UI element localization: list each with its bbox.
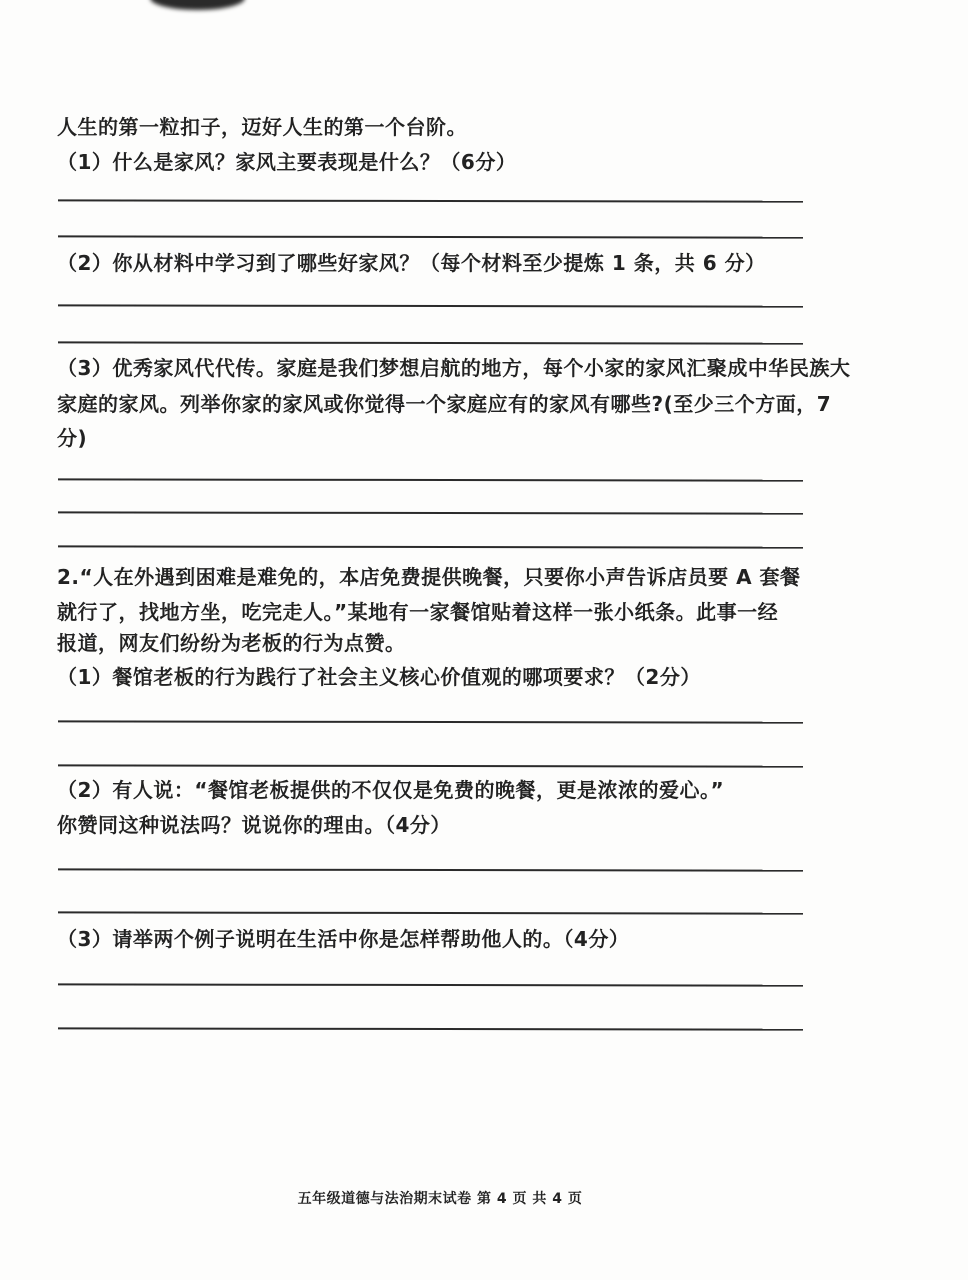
answer-line	[58, 478, 803, 481]
question-2-2-cont: 你赞同这种说法吗？说说你的理由。（4分）	[57, 813, 451, 837]
question-1-3-cont: 分)	[57, 426, 88, 450]
answer-line	[58, 1027, 803, 1030]
question-1-3: （3）优秀家风代代传。家庭是我们梦想启航的地方，每个小家的家风汇聚成中华民族大	[57, 356, 851, 380]
question-2-stem-cont: 就行了，找地方坐，吃完走人。”某地有一家餐馆贴着这样一张小纸条。此事一经	[57, 600, 779, 624]
answer-line	[58, 341, 803, 344]
answer-line	[58, 983, 803, 986]
question-1-3-cont: 家庭的家风。列举你家的家风或你觉得一个家庭应有的家风有哪些?(至少三个方面，7	[57, 392, 832, 416]
ink-smudge	[150, 0, 245, 10]
question-2-1: （1）餐馆老板的行为践行了社会主义核心价值观的哪项要求？（2分）	[57, 665, 701, 689]
answer-line	[58, 199, 803, 202]
text-line: 人生的第一粒扣子，迈好人生的第一个台阶。	[57, 115, 467, 139]
question-2-stem-cont: 报道，网友们纷纷为老板的行为点赞。	[57, 631, 406, 655]
answer-line	[58, 720, 803, 723]
question-2-2: （2）有人说：“餐馆老板提供的不仅仅是免费的晚餐，更是浓浓的爱心。”	[57, 778, 725, 802]
answer-line	[58, 511, 803, 514]
question-1-1: （1）什么是家风？家风主要表现是什么？（6分）	[57, 150, 517, 174]
question-1-2: （2）你从材料中学习到了哪些好家风？（每个材料至少提炼 1 条，共 6 分）	[57, 251, 766, 275]
answer-line	[58, 235, 803, 238]
page-footer: 五年级道德与法治期末试卷 第 4 页 共 4 页	[297, 1191, 583, 1207]
answer-line	[58, 304, 803, 307]
answer-line	[58, 764, 803, 767]
answer-line	[58, 911, 803, 914]
answer-line	[58, 868, 803, 871]
question-2-stem: 2.“人在外遇到困难是难免的，本店免费提供晚餐，只要你小声告诉店员要 A 套餐	[57, 565, 801, 589]
answer-line	[58, 545, 803, 548]
question-2-3: （3）请举两个例子说明在生活中你是怎样帮助他人的。（4分）	[57, 927, 630, 951]
